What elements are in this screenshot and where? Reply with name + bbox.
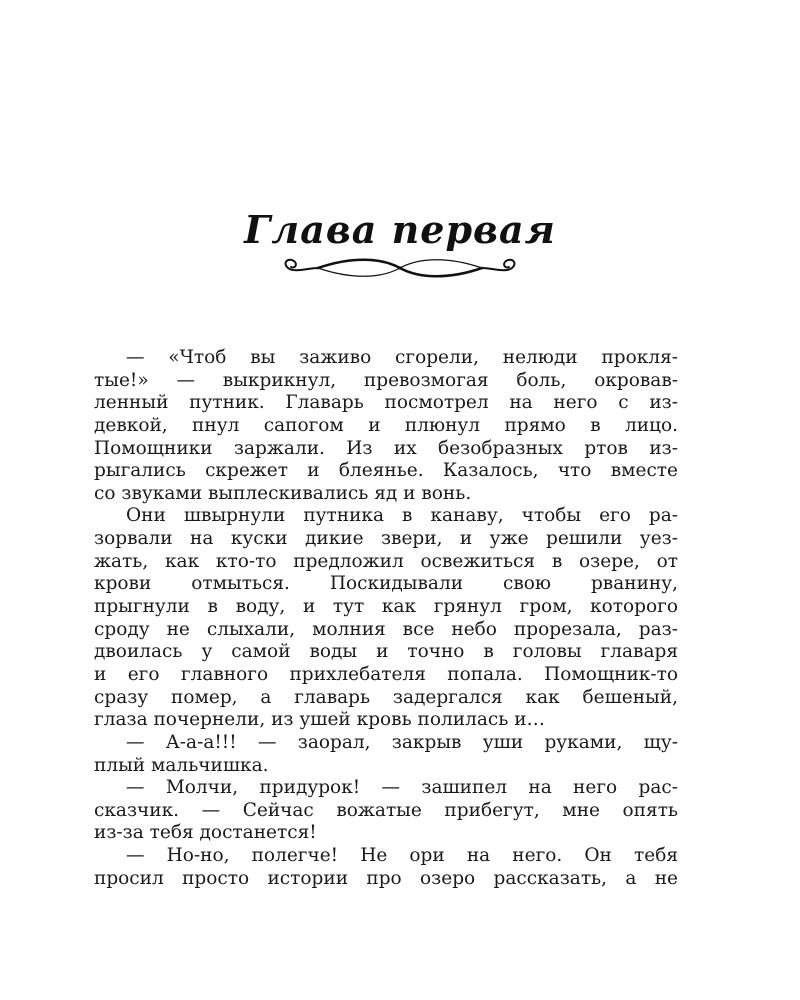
scroll-flourish-icon	[280, 255, 520, 281]
text-line: крови отмыться. Поскидывали свою рванину,	[94, 573, 678, 595]
text-line: плый мальчишка.	[94, 754, 269, 776]
text-line: и его главного прихлебателя попала. Помощник-то	[94, 663, 678, 685]
text-line: сроду не слыхали, молния все небо прорезала, раз-	[94, 618, 678, 640]
text-line: жать, как кто-то предложил освежиться в озере, от	[94, 550, 678, 572]
paragraph	[94, 505, 678, 731]
text-line: просил просто истории про озеро рассказать, а не	[94, 867, 678, 889]
text-line: со звуками выплескивались яд и вонь.	[94, 482, 472, 504]
text-line: — А-а-а!!! — заорал, закрыв уши руками, щу-	[126, 731, 678, 753]
paragraph	[94, 347, 678, 505]
body-text	[94, 347, 678, 890]
chapter-title: Глава первая	[244, 207, 556, 252]
text-line: из-за тебя достанется!	[94, 822, 317, 844]
text-line: — Но-но, полегче! Не ори на него. Он тебя	[126, 845, 678, 867]
text-line: сказчик. — Сейчас вожатые прибегут, мне опять	[94, 799, 678, 821]
text-line: глаза почернели, из ушей кровь полилась и…	[94, 709, 546, 731]
paragraph	[94, 777, 678, 845]
text-line: прыгнули в воду, и тут как грянул гром, которого	[94, 596, 678, 618]
text-line: — Молчи, придурок! — зашипел на него рас-	[126, 777, 678, 799]
paragraph	[94, 732, 678, 777]
text-line: рыгались скрежет и блеянье. Казалось, что вместе	[94, 460, 678, 482]
paragraph	[94, 845, 678, 890]
text-line: Помощники заржали. Из их безобразных ртов из-	[94, 437, 678, 459]
text-line: тые!» — выкрикнул, превозмогая боль, окровав-	[94, 369, 678, 391]
text-line: Они швырнули путника в канаву, чтобы его ра-	[126, 505, 678, 527]
text-line: ленный путник. Главарь посмотрел на него с из-	[94, 392, 678, 414]
text-line: девкой, пнул сапогом и плюнул прямо в лицо.	[94, 414, 678, 436]
text-line: двоилась у самой воды и точно в головы главаря	[94, 641, 678, 663]
text-line: — «Чтоб вы заживо сгорели, нелюди прокля-	[126, 347, 678, 368]
chapter-header	[0, 205, 800, 281]
text-line: зорвали на куски дикие звери, и уже решили уез-	[94, 528, 678, 550]
text-line: сразу помер, а главарь задергался как бешеный,	[94, 686, 678, 708]
